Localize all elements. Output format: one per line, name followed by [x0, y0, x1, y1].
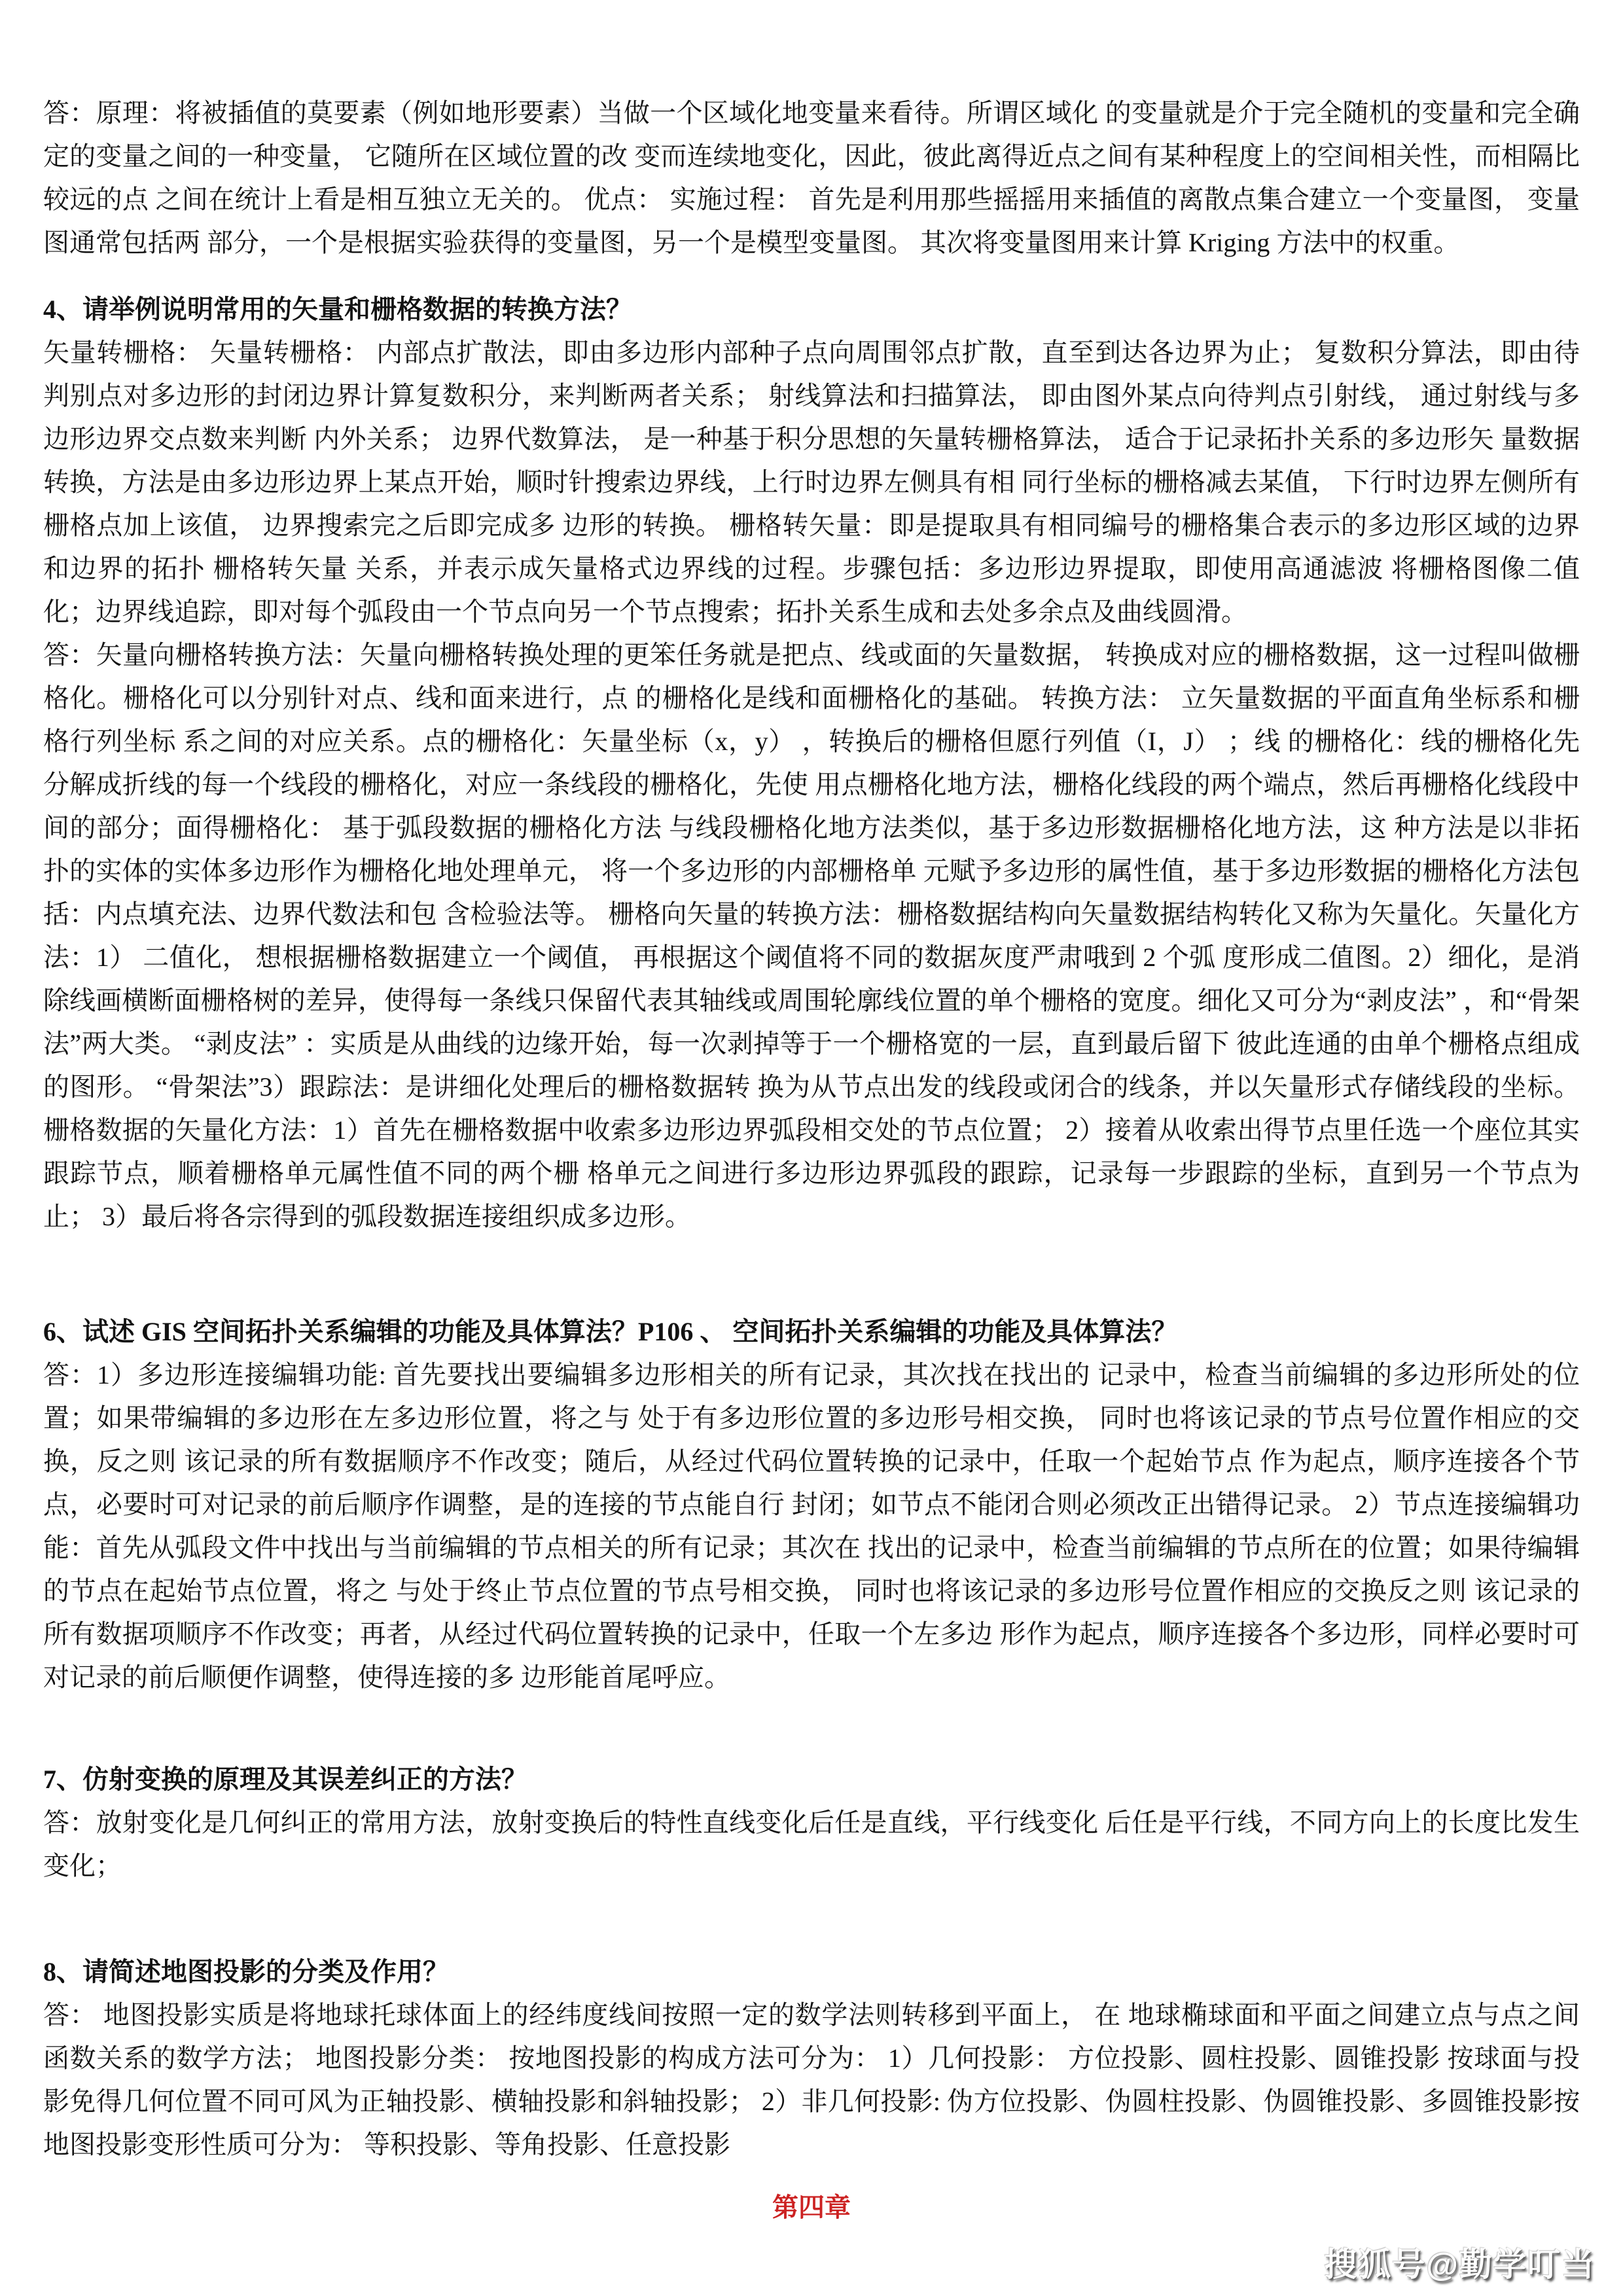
answer-paragraph: 答：原理：将被插值的莫要素（例如地形要素）当做一个区域化地变量来看待。所谓区域化 的变量就是介于完全随机的变量和完全确定的变量之间的一种变量， 它随所在区域位置的改 变而连续地变化，因此，彼此离得近点之间有某种程度上的空间相关性，而相隔比较远的点 之间在统计上看是相互独立无关的。 优点： 实施过程： 首先是利用那些摇摇用来插值的离散点集合建立一个变量图， 变量图通常包括两 部分，一个是根据实验获得的变量图，另一个是模型变量图。 其次将变量图用来计算 Kriging 方法中的权重。: [43, 98, 1580, 257]
question-heading: 4、请举例说明常用的矢量和栅格数据的转换方法？: [43, 295, 632, 324]
answer-paragraph: 答：1）多边形连接编辑功能: 首先要找出要编辑多边形相关的所有记录，其次找在找出的 记录中，检查当前编辑的多边形所处的位置；如果带编辑的多边形在左多边形位置，将之与 处于有多边形位置的多边形号相交换， 同时也将该记录的节点号位置作相应的交换，反之则 该记录的所有数据顺序不作改变；随后，从经过代码位置转换的记录中，任取一个起始节点 作为起点，顺序连接各个节点，必要时可对记录的前后顺序作调整，是的连接的节点能自行 封闭；如节点不能闭合则必须改正出错得记录。 2）节点连接编辑功能：首先从弧段文件中找出与当前编辑的节点相关的所有记录；其次在 找出的记录中，检查当前编辑的节点所在的位置；如果待编辑的节点在起始节点位置，将之 与处于终止节点位置的节点号相交换， 同时也将该记录的多边形号位置作相应的交换反之则 该记录的所有数据项顺序不作改变；再者，从经过代码位置转换的记录中，任取一个左多边 形作为起点，顺序连接各个多边形，同样必要时可对记录的前后顺便作调整，使得连接的多 边形能首尾呼应。: [43, 1360, 1580, 1692]
answer-paragraph: 矢量转栅格： 矢量转栅格： 内部点扩散法，即由多边形内部种子点向周围邻点扩散，直至到达各边界为止； 复数积分算法，即由待判别点对多边形的封闭边界计算复数积分，来判断两者关系； 射线算法和扫描算法， 即由图外某点向待判点引射线， 通过射线与多边形边界交点数来判断 内外关系； 边界代数算法， 是一种基于积分思想的矢量转栅格算法， 适合于记录拓扑关系的多边形矢 量数据转换，方法是由多边形边界上某点开始，顺时针搜索边界线，上行时边界左侧具有相 同行坐标的栅格减去某值， 下行时边界左侧所有栅格点加上该值， 边界搜索完之后即完成多 边形的转换。 栅格转矢量：即是提取具有相同编号的栅格集合表示的多边形区域的边界和边界的拓扑 栅格转矢量 关系，并表示成矢量格式边界线的过程。步骤包括：多边形边界提取，即使用高通滤波 将栅格图像二值化；边界线追踪，即对每个弧段由一个节点向另一个节点搜索；拓扑关系生成和去处多余点及曲线圆滑。: [43, 338, 1580, 626]
watermark: 搜狐号@勤学叮当: [1324, 2246, 1596, 2283]
answer-paragraph: 答：放射变化是几何纠正的常用方法，放射变换后的特性直线变化后任是直线，平行线变化 后任是平行线，不同方向上的长度比发生变化；: [43, 1808, 1580, 1880]
question-heading: 7、仿射变换的原理及其误差纠正的方法？: [43, 1765, 527, 1794]
question-heading: 8、请简述地图投影的分类及作用？: [43, 1957, 449, 1986]
question-heading: 6、试述 GIS 空间拓扑关系编辑的功能及具体算法？P106 、 空间拓扑关系编辑的功能及具体算法？: [43, 1317, 1178, 1346]
chapter-title: 第四章: [772, 2193, 851, 2222]
answer-paragraph: 答：矢量向栅格转换方法：矢量向栅格转换处理的更笨任务就是把点、线或面的矢量数据， 转换成对应的栅格数据，这一过程叫做栅格化。栅格化可以分别针对点、线和面来进行，点 的栅格化是线和面栅格化的基础。 转换方法： 立矢量数据的平面直角坐标系和栅格行列坐标 系之间的对应关系。点的栅格化：矢量坐标（x，y） ，转换后的栅格但愿行列值（I，J） ；线 的栅格化：线的栅格化先分解成折线的每一个线段的栅格化，对应一条线段的栅格化，先使 用点栅格化地方法，栅格化线段的两个端点，然后再栅格化线段中间的部分；面得栅格化： 基于弧段数据的栅格化方法 与线段栅格化地方法类似，基于多边形数据栅格化地方法，这 种方法是以非拓扑的实体的实体多边形作为栅格化地处理单元， 将一个多边形的内部栅格单 元赋予多边形的属性值，基于多边形数据的栅格化方法包括：内点填充法、边界代数法和包 含检验法等。 栅格向矢量的转换方法：栅格数据结构向矢量数据结构转化又称为矢量化。矢量化方法：1） 二值化， 想根据栅格数据建立一个阈值， 再根据这个阈值将不同的数据灰度严肃哦到 2 个弧 度形成二值图。2）细化，是消除线画横断面栅格树的差异，使得每一条线只保留代表其轴线或周围轮廓线位置的单个栅格的宽度。细化又可分为“剥皮法” ，和“骨架法”两大类。 “剥皮法” ：实质是从曲线的边缘开始，每一次剥掉等于一个栅格宽的一层，直到最后留下 彼此连通的由单个栅格点组成的图形。 “骨架法”3）跟踪法：是讲细化处理后的栅格数据转 换为从节点出发的线段或闭合的线条，并以矢量形式存储线段的坐标。 栅格数据的矢量化方法：1）首先在栅格数据中收索多边形边界弧段相交处的节点位置； 2）接着从收索出得节点里任选一个座位其实跟踪节点，顺着栅格单元属性值不同的两个栅 格单元之间进行多边形边界弧段的跟踪，记录每一步跟踪的坐标，直到另一个节点为止； 3）最后将各宗得到的弧段数据连接组织成多边形。: [43, 640, 1580, 1231]
answer-paragraph: 答： 地图投影实质是将地球托球体面上的经纬度线间按照一定的数学法则转移到平面上， 在 地球椭球面和平面之间建立点与点之间函数关系的数学方法； 地图投影分类： 按地图投影的构成方法可分为： 1）几何投影： 方位投影、圆柱投影、圆锥投影 按球面与投影免得几何位置不同可风为正轴投影、横轴投影和斜轴投影； 2）非几何投影: 伪方位投影、伪圆柱投影、伪圆锥投影、多圆锥投影按地图投影变形性质可分为： 等积投影、等角投影、任意投影: [43, 2000, 1580, 2159]
